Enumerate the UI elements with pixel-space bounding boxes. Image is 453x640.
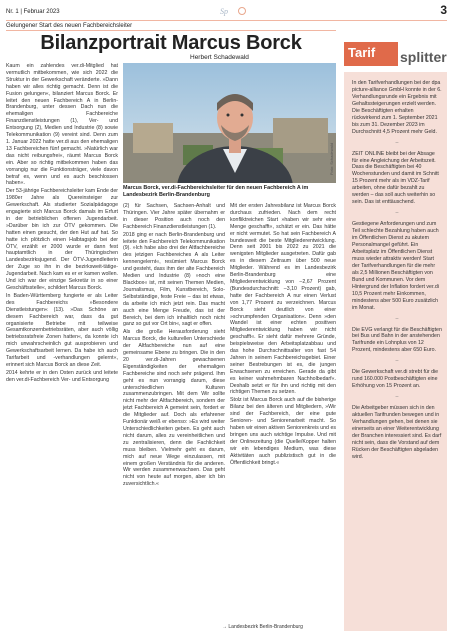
portrait-photo	[123, 63, 336, 183]
separator: –	[395, 210, 399, 217]
byline: Herbert Schadewald	[190, 54, 249, 61]
separator: –	[395, 358, 399, 365]
separator: –	[395, 394, 399, 401]
sidebar-item: Die EVG verlangt für die Beschäftigten bei Bus und Bahn in der anstehenden Tarifrunde ein Lohnplus von 12 Prozent, mindestens aber 650 Euro.	[352, 326, 442, 354]
photo-caption: Marcus Borck, ver.di-Fachbereichsleiter für den neuen Fachbereich A im Landesbezirk Berlin-Brandenburg	[123, 185, 309, 198]
paragraph: Der 53-jährige Fachbereichsleiter kam Ende der 1980er Jahre als Quereinsteiger zur Gewerkschaft. Als studierter Sozialpädagoge engagierte sich Marcus Borck damals im Erfurt in der betrieblichen offenen Jugendarbeit. »Darüber bin ich zur ÖTV gekommen. Die hatten einen gesucht, der den Hut auf hat. So hatte ich plötzlich einen Halbtagsjob bei der ÖTV, erzählt er 2000 wurde er dann fest hauptamtlich in der Thüringischen Landesbezirksjugend. Der ÖTV-Jugendleiterin der Zuge so ihn in die bezirksweit-tätige-Jugendarbeit. Nach kam es er er kamen wollen. Und ich war der einzige Sekretär in so einer Geschäftsstelle«, schildert Marcus Borck.	[6, 188, 118, 291]
paragraph: 2018 ging er nach Berlin-Brandenburg und leitete den Fachbereich Telekommunikation (9). »Ich habe also drei der Altfachbereiche des jetzigen Fachbereiches A als Leiter kennengelernt«, resümiert Marcus Borck und gesteht, dass ihm der alte Fachbereich Medien und Industrie (8) »noch eine Blackbox« ist, mit seinen Themen Medien, Journalismus, Film, Kunstbereich, Solo-Selbstständige, feste Freie – das ist etwas, da arbeite ich mich jetzt rein. Das macht auch eine Menge Freude, das ist der Bereich, bei dem ich inhaltlich noch nicht ganz so gut vor Ort bin«, sagt er offen.	[123, 231, 225, 328]
sidebar-item: Die Gewerkschaft ver.di strebt für die rund 160.000 Postbeschäftigten eine Erhöhung von 15 Prozent an.	[352, 369, 439, 390]
separator: –	[395, 315, 399, 322]
sidebar-title-grey: splitter	[400, 49, 447, 65]
sidebar-item: Die Arbeitgeber müssen sich in den aktuellen Tarifrunden bewegen und in Verhandlungen gehen, bei denen sie einerseits an einer Weiterentwicklung der Branchen interessiert sind. Es darf nicht sein, dass die Vorstand auf dem Rücken der Beschäftigten abgeladen wird.	[352, 405, 442, 460]
sidebar-item: In den Tarifverhandlungen bei der dpa picture-alliance GmbH konnte in der 6. Verhandlungsrunde ein Ergebnis mit Gehaltssteigerungen erzielt werden. Die Beschäftigten erhalten rückwirkend zum 1. September 2021 bis zum 31. Dezember 2023 im Durchschnitt 4,5 Prozent mehr Geld.	[352, 80, 442, 135]
paragraph: 2014 kehrte er in den Osten zurück und leitete den ver.di-Fachbereich Ver- und Entsorgung	[6, 369, 118, 383]
sidebar-item: Gestiegene Anforderungen und zum Teil schlechte Bezahlung haben auch im Öffentlichen Dienst zu akutem Personalmangel geführt. Ein Arbeitsplatz im Öffentlichen Dienst muss wieder attraktiv werden! Start der Tarifverhandlungen für die mehr als 2,5 Millionen Beschäftigten von Bund und Kommunen. Vor dem Hintergrund der Inflation fordert ver.di 10,5 Prozent mehr Einkommen, mindestens aber 500 Euro zusätzlich im Monat.	[352, 221, 439, 311]
page-number: 3	[440, 3, 447, 17]
photo-credit: Foto: Schadewald	[329, 142, 334, 175]
tarif-sidebar	[344, 72, 447, 631]
article-source: → Landesbezirk Berlin-Brandenburg	[222, 624, 303, 630]
paragraph: Stolz ist Marcus Borck auch auf die bisherige Bilanz bei den älteren und Mitgliedern, »Wir sind der Fachbereich, der eine gute Senioren- und Seniorenarbeit macht. So haben wir einen aktiven Seniorenkreis und es bringen uns auch wichtige Impulse. Und mit der Onlinezeitung (die Quelle/Kopper halten wir ein lebendiges Medium, was diese Aktivitäten auch publizistisch gut in die Öffentlichkeit bringt.«	[230, 397, 336, 466]
sidebar-title-red: Tarif	[348, 45, 376, 60]
paragraph: Kaum ein zahlendes ver.di-Mitglied hat vermutlich mitbekommen, wie sich 2022 die Struktur in der Gewerkschaft veränderte. »Dann haben wir alles richtig gemacht. Denn ist die Fusion gelungen«, bilanziert Marcus Borck. Er leitet den neuen Fachbereich A in Berlin-Brandenburg, unter dessen Dach nun die ehemaligen Fachbereiche Finanzdienstleistungen (1), Ver- und Entsorgung (2), Medien und Industrie (8) sowie Telekommunikation (9) vereint sind. Denn zum 1. Januar 2022 hatte ver.di aus den ehemaligen 13 Fachbereichen fünf gemacht. »Natürlich war das nicht reibungsfrei«, räumt Marcus Borck ein. Aber so richtig mitbekommen haben das vorrangig nur die Funktionsträger, viele davon betraf es, wenn und es auch beschlossen haben«.	[6, 63, 118, 187]
publication-logo	[218, 5, 252, 17]
kicker: Gelungener Start des neuen Fachbereichsleiter	[6, 23, 133, 29]
separator: –	[395, 139, 399, 146]
header-rule	[6, 20, 447, 21]
page-header	[6, 3, 447, 19]
svg-text:Sp: Sp	[220, 7, 228, 16]
paragraph: Mit der ersten Jahresbilanz ist Marcus Borck durchaus zufrieden. Nach dem recht konfliktreichen Start »haben wir sehr eine Menge geschafft«, schätzt er ein. Das hätte er nicht vermutet. So hat sein Fachbereich A bundesweit die beste Mitgliederentwicklung. Denn seit 2001 bis 2022 zu 2021 die wenigsten Mitglieder ausgetreten. Dafür gab es in diesem Zeitraum über 500 neue Mitglieder. Während es im Landesbezirk Berlin-Brandenburg eine Mitgliederentwicklung von –2,67 Prozent (Bundesdurchschnitt: –3,10 Prozent) gab, hatte der Fachbereich A nur einen Verlust von 1,77 Prozent zu verzeichnen. Marcus Borck sieht deutlich von einer »schrumpfenden Organisation«. Denn »den Wandel ist einer echten positiven Mitgliederentwicklung haben wir nicht geschafft«. Er sieht dafür mehrere Gründe, beispielsweise den Arbeitsplatzabbau und das hohe Durchschnittsalter von fast 54 Jahren in seinem Fachbereichsgebiet. Einer seiner Bestrebungen ist es, die jungen Erwachsenen zu erreichen. Gerade da gibt es keiner wahrnehmbaren Nachholbedarf«. Deshalb setzt er für ihn und richtig mit den richtigen Themen zu setzen.	[230, 203, 336, 396]
portrait-image	[123, 63, 336, 183]
article-column-2	[123, 203, 225, 631]
article-column-3	[230, 203, 336, 621]
article-headline: Bilanzportrait Marcus Borck	[40, 32, 302, 54]
paragraph: Als die große Herausforderung sieht Marcus Borck, die kulturellen Unterschiede der Altfachbereiche nun auf eine gemeinsame Ebene zu bringen. Die in den 20 ver.di-Jahren gewachsenen Eigenständigkeiten der ehemaligen Fachbereiche sind noch sehr prägend. Ihm geht es nun vorrangig darum, diese unterschiedlichen Kulturen zusammenzubringen. Mit dem Wir sollte nicht mehr der Altfachbereich, sondern der jetzt Fachbereich A gemeint sein, fordert er die Mitglieder auf. Doch als erfahrener Funktionär weiß er ebenso: »Es wird weiter Unterschiedlichkeiten geben. Es geht auch nicht darum, alles zu vereinheitlichen und zu zentralisieren, denn die Fachlichkeit muss bleiben. Vielmehr geht es darum, mich auf neue Wege einzulassen, mit einem großen Verständnis für die anderen. Wir werden zusammenwachsen. Das geht nicht von heute auf morgen, aber ich bin zuversichtlich.«	[123, 329, 225, 488]
sidebar-title	[344, 42, 447, 66]
paragraph: (2) für Sachsen, Sachsen-Anhalt und Thüringen. Vier Jahre später übernahm er in dieser Position auch noch den Fachbereich Finanzdienstleistungen (1).	[123, 203, 225, 230]
article-column-1	[6, 63, 118, 631]
issue-label: Nr. 1 | Februar 2023	[6, 9, 60, 15]
sidebar-item: ZEIT ONLINE bleibt bei der Absage für eine Angleichung der Arbeitszeit. Dass die Beschäftigten bei 40 Wochenstunden und damit im Schnitt 15 Prozent mehr als im VDZ-Tarif arbeiten, ohne dafür bezahlt zu werden – das soll auch weiterhin so sein. Das ist enttäuschend.	[352, 150, 439, 206]
paragraph: In Baden-Württemberg fungierte er als Leiter des Fachbereichs »Besondere Dienstleistungen« (13). »Das Schöne an diesem Fachbereich war, dass da gut organisierte Betriebe mit teilweise Gesamtkonzernbetriebsräten, aber auch völlig betriebsratsfreie Zonen hatten«, da konnte ich mich unwahrscheinlich gut ausprobieren und Gewerkschaftsarbeit lernen. Da habe ich auch Tarifarbeit und -verhandlungen gelernt«, erinnert sich Marcus Borck an diese Zeit.	[6, 292, 118, 368]
kicker-rule	[6, 30, 336, 31]
